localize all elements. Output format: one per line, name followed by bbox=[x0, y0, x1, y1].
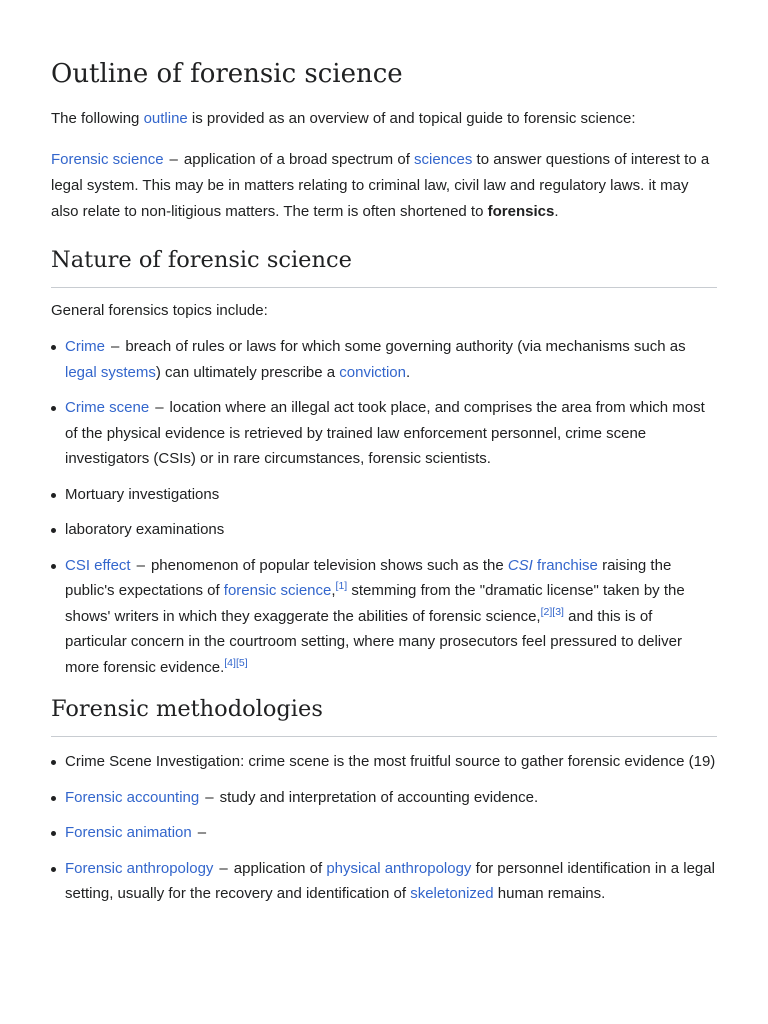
section-heading-methods bbox=[51, 694, 717, 737]
bullet-icon bbox=[51, 796, 56, 801]
link-crime[interactable]: Crime bbox=[65, 338, 105, 355]
ref-4[interactable]: [4] bbox=[224, 656, 236, 669]
list-item-forensic-anthropology: Forensic anthropology – application of physical anthropology for personnel identification in a legal setting, usually for the recovery and identification of skeletonized human remains. bbox=[51, 856, 717, 907]
bullet-icon bbox=[51, 406, 56, 411]
link-forensic-science[interactable]: Forensic science bbox=[51, 151, 164, 168]
link-outline[interactable]: outline bbox=[143, 110, 188, 127]
bullet-icon bbox=[51, 564, 56, 569]
link-crime-scene[interactable]: Crime scene bbox=[65, 399, 150, 416]
page-title: Outline of forensic science bbox=[51, 59, 403, 89]
link-csi-franchise[interactable]: CSI franchise bbox=[507, 556, 598, 574]
bold-forensics: forensics bbox=[487, 203, 555, 220]
link-forensic-anthropology[interactable]: Forensic anthropology bbox=[65, 859, 214, 877]
list-item-csi: Crime Scene Investigation: crime scene is the most fruitful source to gather forensic evidence (19) bbox=[51, 749, 717, 775]
link-physical-anthropology[interactable]: physical anthropology bbox=[326, 859, 472, 877]
link-skeletonized[interactable]: skeletonized bbox=[410, 885, 494, 902]
list-item-csi-effect: CSI effect – phenomenon of popular television shows such as the CSI franchise raising the public's expectations of forensic science,[1] stemming from the "dramatic license" taken by the shows' writers in which they exaggerate the abilities of forensic science,[2][3] and this is of particular concern in the courtroom setting, where many prosecutors feel pressured to deliver more forensic evidence.[4][5] bbox=[51, 553, 717, 681]
list-item-laboratory: laboratory examinations bbox=[51, 517, 717, 543]
list-item-forensic-accounting: Forensic accounting – study and interpretation of accounting evidence. bbox=[51, 785, 717, 811]
link-sciences[interactable]: sciences bbox=[414, 151, 473, 168]
list-item-forensic-animation: Forensic animation – bbox=[51, 820, 717, 846]
bullet-icon bbox=[51, 760, 56, 765]
bullet-icon bbox=[51, 528, 56, 533]
topics-lead: General forensics topics include: bbox=[51, 302, 268, 319]
ref-1[interactable]: [1] bbox=[335, 580, 348, 592]
section-title: Forensic methodologies bbox=[51, 696, 323, 722]
bullet-icon bbox=[51, 867, 56, 872]
list-item-mortuary: Mortuary investigations bbox=[51, 482, 717, 508]
link-forensic-science-2[interactable]: forensic science bbox=[223, 582, 332, 599]
list-item-crime-scene: Crime scene – location where an illegal act took place, and comprises the area from which most of the physical evidence is retrieved by trained law enforcement personnel, crime scene investigators (CSIs) or in rare circumstances, forensic scientists. bbox=[51, 395, 717, 472]
link-csi-effect[interactable]: CSI effect bbox=[65, 556, 131, 574]
section-heading-nature bbox=[51, 245, 717, 288]
link-conviction[interactable]: conviction bbox=[339, 363, 406, 381]
topics-list bbox=[51, 334, 717, 680]
list-item-crime: Crime – breach of rules or laws for which some governing authority (via mechanisms such as legal systems) can ultimately prescribe a conviction. bbox=[51, 334, 717, 385]
ref-2[interactable]: [2] bbox=[540, 605, 553, 618]
bullet-icon bbox=[51, 831, 56, 836]
section-title: Nature of forensic science bbox=[51, 247, 352, 273]
link-legal-systems[interactable]: legal systems bbox=[65, 363, 156, 381]
ref-5[interactable]: [5] bbox=[235, 656, 248, 669]
link-forensic-animation[interactable]: Forensic animation bbox=[65, 824, 192, 841]
ref-3[interactable]: [3] bbox=[552, 605, 564, 618]
intro-paragraph: The following outline is provided as an overview of and topical guide to forensic science: bbox=[51, 110, 636, 127]
link-forensic-accounting[interactable]: Forensic accounting bbox=[65, 788, 200, 806]
bullet-icon bbox=[51, 493, 56, 498]
definition-paragraph: Forensic science – application of a broad spectrum of sciences to answer questions of interest to a legal system. This may be in matters relating to criminal law, civil law and regulatory laws. it may also relate to non-litigious matters. The term is often shortened to forensics. bbox=[51, 151, 710, 220]
methods-list bbox=[51, 749, 717, 907]
bullet-icon bbox=[51, 345, 56, 350]
